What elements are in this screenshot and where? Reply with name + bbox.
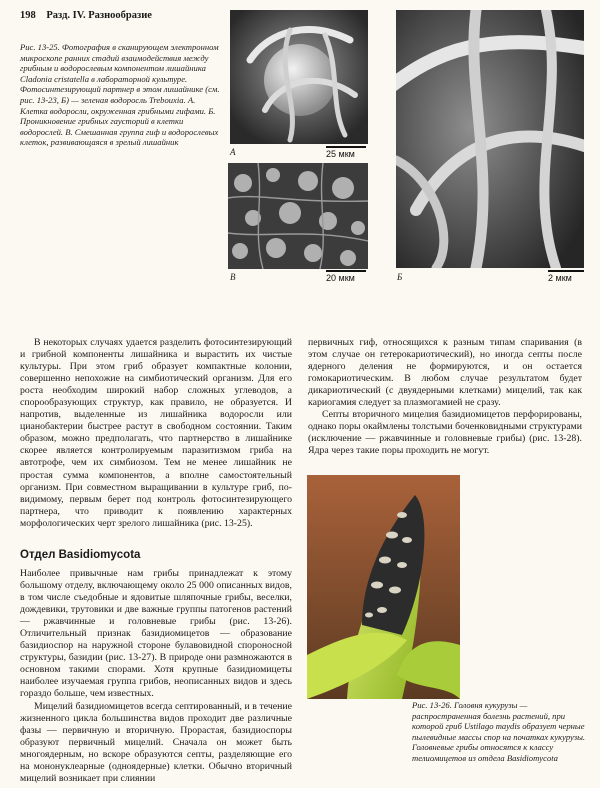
scale-bar-a — [326, 146, 366, 159]
scale-bar-b — [548, 270, 584, 283]
paragraph: В некоторых случаях удается разделить фотосинтезирующий и грибной компоненты лишайника и вырастить их чистые культуры. При этом гриб образует компактные колонии, совершенно непохожие на симбиотический организм. Для его роста необходим широкий набор сложных углеводов, а спорообразующих структур, как правило, не образуется. И напротив, выделенные из лишайника водоросли или цианобактерии быстрее растут в свободном состоянии. Таким образом, можно предполагать, что партнерство в лишайнике скорее является контролируемым паразитизмом гриба на автотрофе, чем их симбиозом. Тем не менее лишайник не простая сумма компонентов, а вполне самостоятельный организм. При совместном выращивании в культуре гриб, по-видимому, первым берет под контроль фотосинтезирующего партнера, что приводит к появлению характерных морфологических черт зрелого лишайника (рис. 13-25). — [20, 337, 292, 529]
page-number: 198 — [20, 10, 36, 21]
paragraph: Наиболее привычные нам грибы принадлежат к этому большому отделу, включающему около 25 000 описанных видов, в том числе съедобные и ядовитые шляпочные грибы, веселки, дождевики, трутовики и две важные группы патогенов растений — ржавчинные и головневые грибы (рис. 13-26). Отличительный признак базидиомицетов — образование базидиоспор на наружной стороне булавовидной спороносной структуры, базидии (рис. 13-27). В природе они размножаются в основном такими спорами. Хотя крупные базидиомицеты наиболее изучаемая группа грибов, неописанных видов и здесь гораздо больше, чем известных. — [20, 568, 292, 700]
scale-label-a: 25 мкм — [326, 149, 355, 159]
section-heading-basidiomycota: Отдел Basidiomycota — [20, 549, 141, 561]
corn-smut-photo — [307, 475, 460, 699]
panel-label-a: А — [230, 147, 236, 157]
right-column-body — [308, 337, 582, 457]
scale-bar-v — [326, 270, 366, 283]
left-column-para-1 — [20, 337, 292, 530]
paragraph: Септы вторичного мицелия базидиомицетов перфорированы, однако поры окаймлены толстыми боченковидными структурами (исключение — ржавчинные и головневые грибы) (рис. 13-28). Ядра через такие поры проходить не могут. — [308, 409, 582, 457]
scale-label-v: 20 мкм — [326, 273, 355, 283]
sem-photo-v — [228, 163, 368, 269]
sem-photo-b — [396, 10, 584, 268]
corn-smut-image — [307, 475, 460, 699]
sem-photo-v-image — [228, 163, 368, 269]
left-column-body — [20, 568, 292, 785]
panel-label-b: Б — [397, 272, 403, 282]
sem-photo-b-image — [396, 10, 584, 268]
sem-photo-a-image — [230, 10, 368, 144]
panel-label-v: В — [230, 272, 236, 282]
paragraph: Мицелий базидиомицетов всегда септированный, и в течение жизненного цикла большинства видов проходит две различные фазы — первичную и вторичную. Прорастая, базидиоспоры образуют первичный мицелий. Сначала он может быть многоядерным, но вскоре образуются септы, разделяющие его на мононуклеарные (одноядерные) клетки. Обычно вторичный мицелий возникает при слиянии — [20, 700, 292, 784]
page-header — [20, 10, 152, 21]
sem-photo-a — [230, 10, 368, 144]
figure-13-25-caption: Рис. 13-25. Фотография в сканирующем электронном микроскопе ранних стадий взаимодействия между грибным и водорослевым компонентом лишайника Cladonia cristatella в лабораторной культуре. Фотосинтезирующий партнер в этом лишайнике (см. рис. 13-23, Б) — зеленая водоросль Trebouxia. А. Клетка водоросли, окруженная грибными гифами. Б. Проникновение грибных гаусторий в клетки водорослей. В. Смешанная группа гиф и водорослевых клеток, развивающаяся в зрелый лишайник — [20, 42, 220, 148]
paragraph: первичных гиф, относящихся к разным типам спаривания (в этом случае он гетерокариотический), но иногда септы после ядерного деления не формируются, и он остается гомокариотическим. В любом случае результатом будет дикариотический (с двуядерными клетками) мицелий, так как кариогамия следует за плазмогамией не сразу. — [308, 337, 582, 409]
section-title: Разд. IV. Разнообразие — [46, 10, 152, 21]
scale-label-b: 2 мкм — [548, 273, 572, 283]
figure-13-26-caption: Рис. 13-26. Головня кукурузы — распространенная болезнь растений, при которой гриб Ustilago maydis образует черные пылевидные массы спор на початках кукурузы. Головневые грибы относятся к классу телиомицетов из отдела Basidiomycota — [412, 700, 586, 763]
